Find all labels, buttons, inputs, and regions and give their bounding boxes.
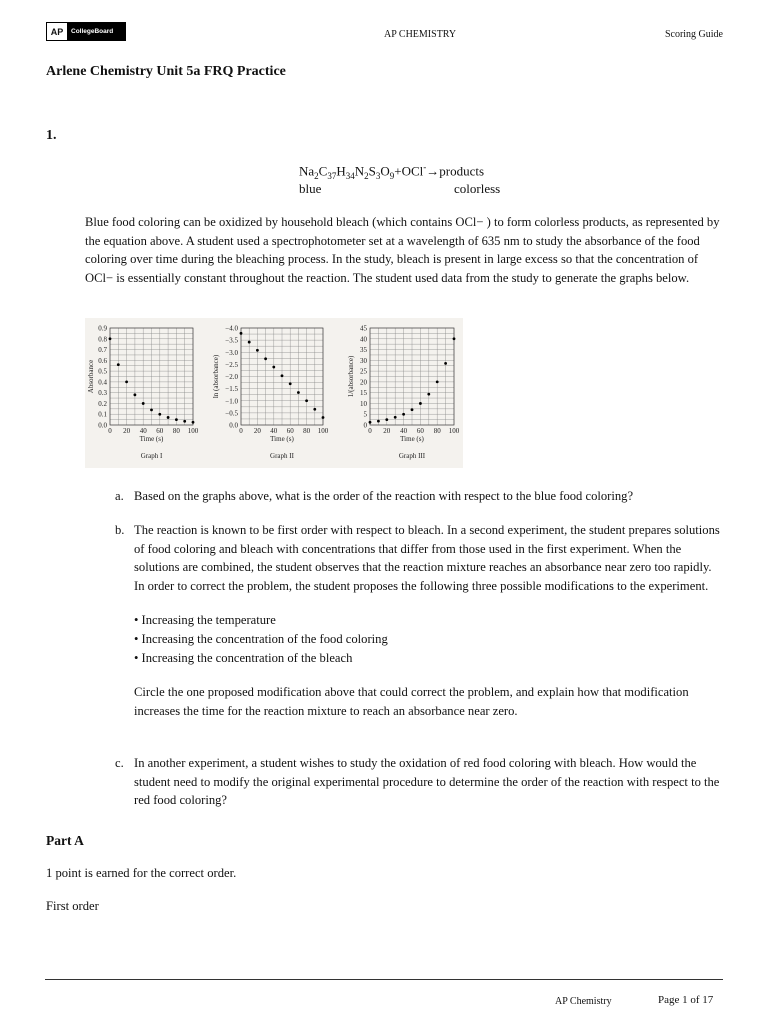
question-letter: b.: [115, 523, 125, 537]
part-a-scoring-note: 1 point is earned for the correct order.: [46, 866, 237, 880]
footer-divider: [45, 979, 723, 980]
equation-label-colorless: colorless: [454, 181, 501, 196]
y-tick-label: −1.0: [225, 397, 238, 406]
x-tick-label: 20: [123, 427, 131, 435]
data-point: [256, 349, 259, 352]
y-axis-label: Absorbance: [87, 359, 95, 394]
graph-title: Graph II: [270, 452, 294, 460]
y-tick-label: 40: [360, 335, 367, 344]
logo-ap-text: AP: [50, 26, 64, 37]
y-tick-label: 45: [360, 324, 367, 333]
x-tick-label: 80: [303, 427, 311, 435]
y-tick-label: 0.8: [98, 335, 107, 344]
list-item: • Increasing the temperature: [134, 613, 276, 628]
list-item: • Increasing the concentration of the bleach: [134, 650, 353, 665]
x-tick-label: 0: [239, 427, 243, 435]
question-text: Based on the graphs above, what is the order of the reaction with respect to the blue food coloring?: [134, 489, 634, 503]
y-tick-label: 0.3: [98, 389, 107, 398]
y-tick-label: 10: [360, 399, 367, 408]
question-a: [115, 487, 720, 506]
page-title: Arlene Chemistry Unit 5a FRQ Practice: [46, 64, 286, 79]
y-tick-label: 35: [360, 346, 367, 355]
data-point: [167, 416, 170, 419]
data-point: [377, 420, 380, 423]
question-text: In another experiment, a student wishes to study the oxidation of red food coloring with bleach. How would the student need to modify the original experimental procedure to determine the order of the reaction with respect to the red food coloring?: [134, 756, 720, 808]
data-point: [117, 363, 120, 366]
y-tick-label: 0.7: [98, 346, 107, 355]
y-tick-label: 30: [360, 356, 367, 365]
data-point: [313, 408, 316, 411]
y-tick-label: 0.5: [98, 367, 107, 376]
x-tick-label: 100: [187, 427, 199, 435]
header-doc-type: Scoring Guide: [664, 29, 723, 40]
data-point: [125, 380, 128, 383]
data-point: [183, 420, 186, 423]
data-point: [142, 402, 145, 405]
part-a-answer: First order: [46, 899, 99, 913]
x-tick-label: 0: [368, 427, 372, 435]
data-point: [192, 421, 195, 424]
question-b-followup: Circle the one proposed modification above that could correct the problem, and explain how that modification increases the time for the reaction mixture to reach an absorbance near zero.: [134, 685, 689, 718]
y-tick-label: −2.0: [225, 373, 238, 381]
x-tick-label: 80: [433, 427, 441, 435]
data-point: [289, 382, 292, 385]
data-point: [419, 402, 422, 405]
x-tick-label: 40: [270, 427, 278, 435]
y-tick-label: 15: [360, 389, 367, 398]
y-tick-label: 5: [363, 410, 367, 419]
x-tick-label: 60: [286, 427, 294, 435]
x-axis-label: Time (s): [139, 435, 164, 443]
data-point: [385, 418, 388, 421]
x-axis-label: Time (s): [400, 435, 424, 443]
y-tick-label: −1.5: [225, 385, 238, 394]
logo-collegeboard-text: CollegeBoard: [67, 23, 125, 40]
y-tick-label: −0.5: [225, 409, 238, 418]
y-axis-label: 1/(absorbance): [347, 355, 355, 398]
data-point: [297, 391, 300, 394]
y-tick-label: 20: [360, 378, 367, 387]
question-text: The reaction is known to be first order with respect to bleach. In a second experiment, the student prepares solutions of food coloring and bleach with concentrations that differ from those used in the first experiment. When the solutions are combined, the student observes that the reaction mixture reaches an absorbance near zero too rapidly. In order to correct the problem, the student proposes the following three possible modifications to the experiment.: [134, 523, 720, 593]
graph-title: Graph I: [140, 452, 163, 460]
data-point: [436, 380, 439, 383]
x-tick-label: 20: [383, 427, 391, 435]
data-point: [150, 409, 153, 412]
page-number: Page 1 of 17: [658, 994, 714, 1006]
data-point: [109, 337, 112, 340]
modification-list: [134, 611, 720, 667]
data-point: [175, 418, 178, 421]
data-point: [444, 362, 447, 365]
data-point: [305, 399, 308, 402]
data-point: [369, 421, 372, 424]
ap-collegeboard-logo: [46, 22, 126, 41]
data-point: [411, 408, 414, 411]
data-point: [394, 416, 397, 419]
graphs-figure: [85, 318, 463, 468]
y-tick-label: −4.0: [225, 324, 238, 333]
question-letter: a.: [115, 489, 124, 503]
question-number: 1.: [46, 128, 57, 143]
x-tick-label: 100: [448, 427, 460, 435]
y-tick-label: 0.6: [98, 356, 107, 365]
question-c: [115, 754, 720, 810]
x-tick-label: 60: [416, 427, 424, 435]
x-tick-label: 80: [172, 427, 180, 435]
chemical-equation: $Na_2C_{37}H_{34}N_2S_3O_9+OCl^-\to products$: [299, 162, 485, 181]
y-tick-label: 0.4: [98, 378, 107, 387]
question-letter: c.: [115, 756, 124, 770]
x-axis-label: Time (s): [270, 435, 294, 443]
footer-subject: AP Chemistry: [555, 996, 612, 1007]
x-tick-label: 100: [317, 427, 329, 435]
y-tick-label: 25: [360, 367, 367, 376]
x-tick-label: 0: [108, 427, 112, 435]
data-point: [158, 413, 161, 416]
equation-label-blue: blue: [299, 181, 322, 196]
y-tick-label: 0.0: [229, 421, 238, 430]
y-tick-label: 0.2: [98, 399, 107, 408]
data-point: [402, 413, 405, 416]
y-tick-label: 0.0: [98, 421, 107, 430]
data-point: [240, 332, 243, 335]
y-tick-label: 0: [363, 421, 367, 430]
part-a-heading: Part A: [46, 833, 84, 848]
intro-text: Blue food coloring can be oxidized by household bleach (which contains OCl− ) to form colorless products, as represented by the equation above. A student used a spectrophotometer set at a wavelength of 635 nm to study the absorbance of the food coloring over time during the bleaching process. In the study, bleach is present in large excess so that the concentration of OCl− is essentially constant throughout the reaction. The student used data from the study to generate the graphs below.: [85, 215, 720, 285]
graphs-svg: [85, 318, 463, 468]
header-subject: AP CHEMISTRY: [384, 29, 457, 40]
data-point: [427, 393, 430, 396]
data-point: [134, 393, 137, 396]
y-axis-label: ln (absorbance): [212, 354, 220, 399]
intro-paragraph: [85, 213, 725, 287]
x-tick-label: 40: [400, 427, 408, 435]
data-point: [248, 341, 251, 344]
data-point: [281, 374, 284, 377]
x-tick-label: 60: [156, 427, 164, 435]
y-tick-label: −3.0: [225, 348, 238, 357]
graph-title: Graph III: [398, 452, 426, 460]
x-tick-label: 40: [139, 427, 147, 435]
data-point: [453, 337, 456, 340]
y-tick-label: −3.5: [225, 336, 238, 345]
data-point: [322, 416, 325, 419]
data-point: [272, 366, 275, 369]
y-tick-label: 0.9: [98, 324, 107, 333]
question-b: [115, 521, 720, 720]
x-tick-label: 20: [253, 427, 261, 435]
y-tick-label: 0.1: [98, 410, 107, 419]
list-item: • Increasing the concentration of the food coloring: [134, 631, 388, 646]
y-tick-label: −2.5: [225, 360, 238, 369]
data-point: [264, 357, 267, 360]
